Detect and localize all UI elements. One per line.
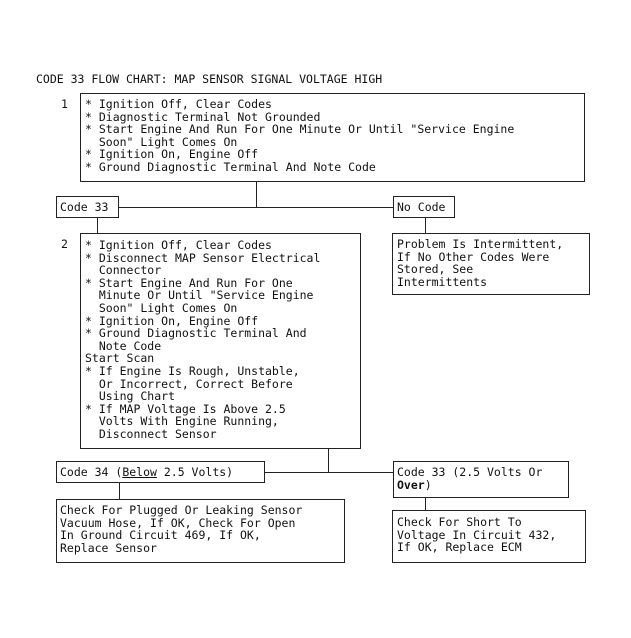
chart-title: CODE 33 FLOW CHART: MAP SENSOR SIGNAL VOLTAGE HIGH	[36, 72, 383, 86]
connector-line	[425, 217, 426, 234]
connector-line	[256, 181, 257, 207]
replace-sensor-text: Check For Plugged Or Leaking Sensor Vacuum Hose, If OK, Check For Open In Ground Circuit 469, If OK, Replace Sensor	[60, 503, 303, 555]
code-33-over-label: Code 33 (2.5 Volts Or Over)	[397, 465, 543, 492]
replace-ecm-box	[392, 510, 586, 563]
replace-sensor-box	[56, 499, 345, 563]
step-1-number: 1	[61, 97, 68, 111]
code-34-label: Code 34 (Below 2.5 Volts)	[60, 465, 234, 479]
code-33-label-box	[56, 196, 119, 218]
code-33-label: Code 33	[60, 200, 109, 214]
intermittent-box	[392, 233, 590, 295]
connector-line	[118, 207, 394, 208]
connector-line	[264, 472, 394, 473]
connector-line	[425, 497, 426, 511]
step-2-number: 2	[61, 237, 68, 251]
no-code-label: No Code	[397, 200, 446, 214]
step-1-box	[80, 93, 585, 182]
connector-line	[97, 217, 98, 234]
intermittent-text: Problem Is Intermittent, If No Other Codes Were Stored, See Intermittents	[397, 237, 564, 289]
code-34-label-box	[56, 461, 265, 483]
connector-line	[328, 448, 329, 472]
step-2-box	[80, 233, 361, 449]
step-1-text: * Ignition Off, Clear Codes * Diagnostic Terminal Not Grounded * Start Engine And Run For One Minute Or Until "Service Engine Soon" Light Comes On * Ignition On, Engine Off * Ground Diagnostic Terminal And Note Code	[85, 97, 515, 174]
code-33-over-label-box	[393, 461, 569, 498]
no-code-label-box	[393, 196, 455, 218]
step-2-text: * Ignition Off, Clear Codes * Disconnect MAP Sensor Electrical Connector * Start Engine And Run For One Minute Or Until "Service Engine Soon" Light Comes On * Ignition On, Engine Off * Ground Diagnostic Terminal And Note Code Start Scan * If Engine Is Rough, Unstable, Or Incorrect, Correct Before Using Chart * If MAP Voltage Is Above 2.5 Volts With Engine Running, Disconnect Sensor	[85, 238, 321, 441]
connector-line	[119, 482, 120, 500]
replace-ecm-text: Check For Short To Voltage In Circuit 432, If OK, Replace ECM	[397, 515, 557, 555]
